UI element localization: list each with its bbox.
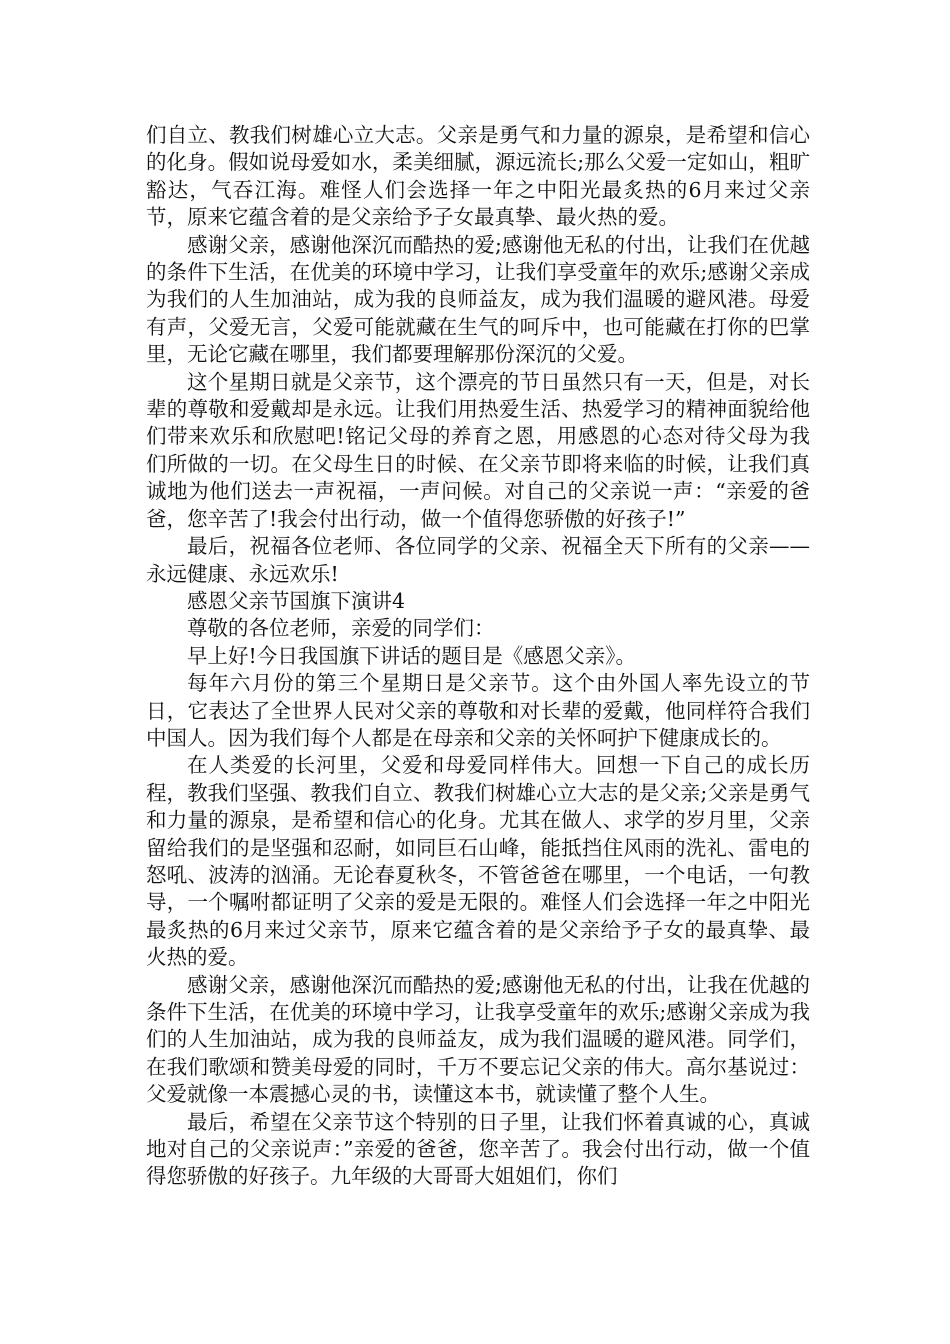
paragraph: 感谢父亲，感谢他深沉而酷热的爱;感谢他无私的付出，让我们在优越的条件下生活，在优美的环境中学习，让我们享受童年的欢乐;感谢父亲成为我们的人生加油站，成为我的良师益友，成为我们温暖的避风港。母爱有声，父爱无言，父爱可能就藏在生气的呵斥中，也可能藏在打你的巴掌里，无论它藏在哪里，我们都要理解那份深沉的父爱。 — [146, 232, 810, 367]
paragraph: 这个星期日就是父亲节，这个漂亮的节日虽然只有一天，但是，对长辈的尊敬和爱戴却是永远。让我们用热爱生活、热爱学习的精神面貌给他们带来欢乐和欣慰吧!铭记父母的养育之恩，用感恩的心态对待父母为我们所做的一切。在父母生日的时候、在父亲节即将来临的时候，让我们真诚地为他们送去一声祝福，一声问候。对自己的父亲说一声：“亲爱的爸爸，您辛苦了!我会付出行动，做一个值得您骄傲的好孩子!” — [146, 369, 810, 531]
document-page — [146, 122, 810, 1191]
paragraph: 在人类爱的长河里，父爱和母爱同样伟大。回想一下自己的成长历程，教我们坚强、教我们自立、教我们树雄心立大志的是父亲;父亲是勇气和力量的源泉，是希望和信心的化身。尤其在做人、求学的岁月里，父亲留给我们的是坚强和忍耐，如同巨石山峰，能抵挡住风雨的洗礼、雷电的怒吼、波涛的汹涌。无论春夏秋冬，不管爸爸在哪里，一个电话，一句教导，一个嘱咐都证明了父亲的爱是无限的。难怪人们会选择一年之中阳光最炙热的6月来过父亲节，原来它蕴含着的是父亲给予子女的最真挚、最火热的爱。 — [146, 753, 810, 970]
paragraph: 感谢父亲，感谢他深沉而酷热的爱;感谢他无私的付出，让我在优越的条件下生活，在优美的环境中学习，让我享受童年的欢乐;感谢父亲成为我们的人生加油站，成为我的良师益友，成为我们温暖的避风港。同学们，在我们歌颂和赞美母爱的同时，千万不要忘记父亲的伟大。高尔基说过：父爱就像一本震撼心灵的书，读懂这本书，就读懂了整个人生。 — [146, 972, 810, 1107]
paragraph: 最后，祝福各位老师、各位同学的父亲、祝福全天下所有的父亲——永远健康、永远欢乐! — [146, 534, 810, 586]
section-title: 感恩父亲节国旗下演讲4 — [187, 588, 406, 613]
paragraph-continuation: 们自立、教我们树雄心立大志。父亲是勇气和力量的源泉，是希望和信心的化身。假如说母爱如水，柔美细腻，源远流长;那么父爱一定如山，粗旷豁达，气吞江海。难怪人们会选择一年之中阳光最炙热的6月来过父亲节，原来它蕴含着的是父亲给予子女最真挚、最火热的爱。 — [146, 123, 810, 230]
salutation: 尊敬的各位老师，亲爱的同学们： — [187, 616, 495, 641]
paragraph: 最后，希望在父亲节这个特别的日子里，让我们怀着真诚的心，真诚地对自己的父亲说声：”亲爱的爸爸，您辛苦了。我会付出行动，做一个值得您骄傲的好孩子。九年级的大哥哥大姐姐们，你们 — [146, 1109, 810, 1189]
paragraph: 每年六月份的第三个星期日是父亲节。这个由外国人率先设立的节日，它表达了全世界人民对父亲的尊敬和对长辈的爱戴，他同样符合我们中国人。因为我们每个人都是在母亲和父亲的关怀呵护下健康成长的。 — [146, 671, 810, 750]
greeting: 早上好!今日我国旗下讲话的题目是《感恩父亲》。 — [187, 643, 636, 668]
